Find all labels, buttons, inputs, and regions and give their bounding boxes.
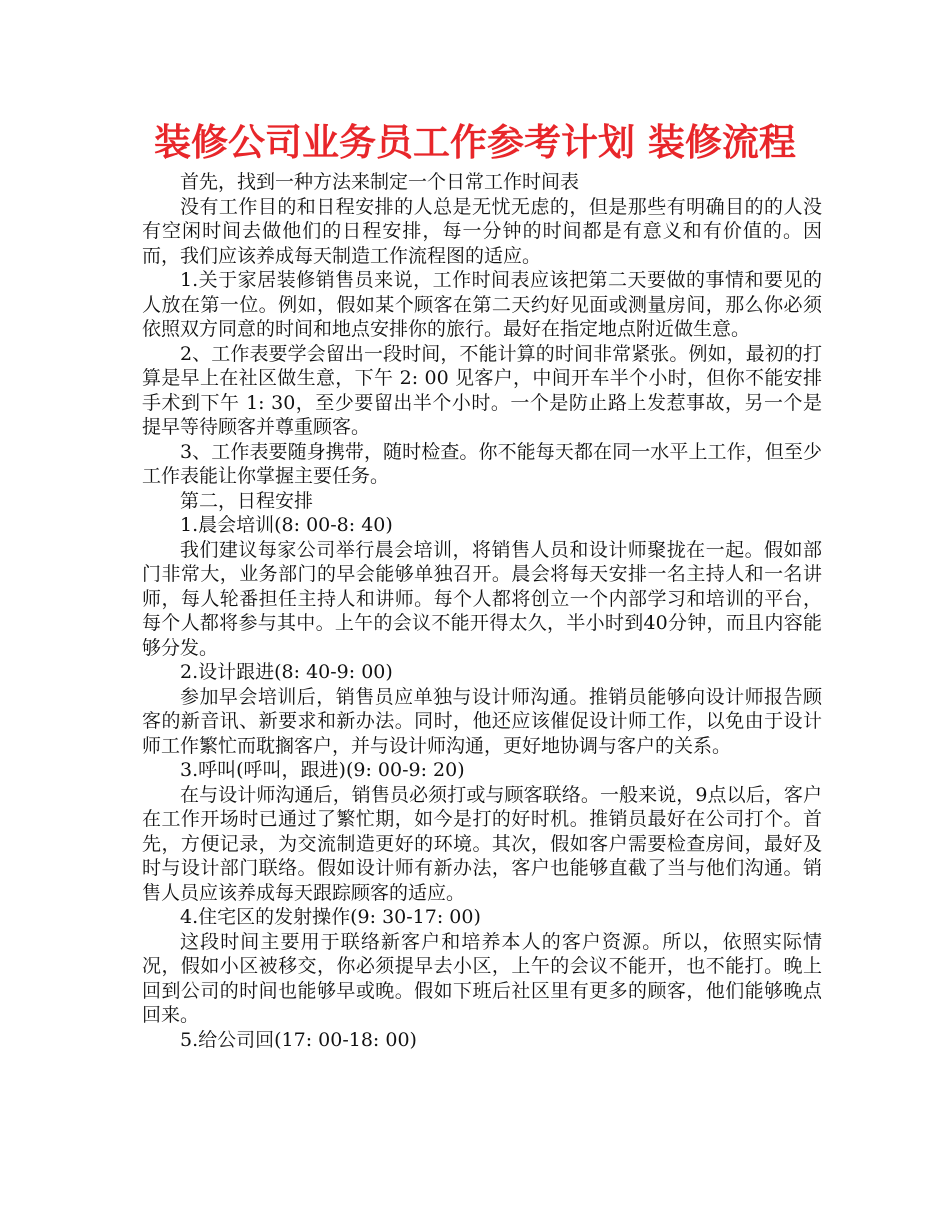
paragraph: 参加早会培训后，销售员应单独与设计师沟通。推销员能够向设计师报告顾客的新音讯、新要求和新办法。同时，他还应该催促设计师工作，以免由于设计师工作繁忙而耽搁客户，并与设计师沟通，更好地协调与客户的关系。 [142,685,822,757]
schedule-item-heading: 3.呼叫(呼叫，跟进)(9: 00-9: 20) [180,759,465,781]
paragraph: 没有工作目的和日程安排的人总是无忧无虑的，但是那些有明确目的的人没有空闲时间去做他们的日程安排，每一分钟的时间都是有意义和有价值的。因而，我们应该养成每天制造工作流程图的适应。 [142,195,822,267]
section-heading: 第二，日程安排 [180,489,314,512]
paragraph: 这段时间主要用于联络新客户和培养本人的客户资源。所以，依照实际情况，假如小区被移交，你必须提早去小区，上午的会议不能开，也不能打。晚上回到公司的时间也能够早或晚。假如下班后社区里有更多的顾客，他们能够晚点回来。 [142,930,822,1026]
paragraph: 2、工作表要学会留出一段时间，不能计算的时间非常紧张。例如，最初的打算是早上在社区做生意，下午 2: 00 见客户，中间开车半个小时，但你不能安排手术到下午 1: 30，至少要留出半个小时。一个是防止路上发惹事故，另一个是提早等待顾客并尊重顾客。 [142,342,822,438]
paragraph: 3、工作表要随身携带，随时检查。你不能每天都在同一水平上工作，但至少工作表能让你掌握主要任务。 [142,440,822,487]
paragraph: 首先，找到一种方法来制定一个日常工作时间表 [180,171,580,193]
document-title: 装修公司业务员工作参考计划 装修流程 [154,121,796,164]
paragraph: 我们建议每家公司举行晨会培训，将销售人员和设计师聚拢在一起。假如部门非常大，业务部门的早会能够单独召开。晨会将每天安排一名主持人和一名讲师，每人轮番担任主持人和讲师。每个人都将创立一个内部学习和培训的平台，每个人都将参与其中。上午的会议不能开得太久，半小时到40分钟，而且内容能够分发。 [142,538,822,659]
schedule-item-heading: 4.住宅区的发射操作(9: 30-17: 00) [180,906,481,928]
document-body [142,170,822,1052]
paragraph: 1.关于家居装修销售员来说，工作时间表应该把第二天要做的事情和要见的人放在第一位。例如，假如某个顾客在第二天约好见面或测量房间，那么你必须依照双方同意的时间和地点安排你的旅行。最好在指定地点附近做生意。 [142,269,822,340]
paragraph: 在与设计师沟通后，销售员必须打或与顾客联络。一般来说，9点以后，客户在工作开场时已通过了繁忙期，如今是打的好时机。推销员最好在公司打个。首先，方便记录，为交流制造更好的环境。其次，假如客户需要检查房间，最好及时与设计部门联络。假如设计师有新办法，客户也能够直截了当与他们沟通。销售人员应该养成每天跟踪顾客的适应。 [142,783,822,904]
schedule-item-heading: 1.晨会培训(8: 00-8: 40) [180,514,393,536]
schedule-item-heading: 2.设计跟进(8: 40-9: 00) [180,661,393,683]
schedule-item-heading: 5.给公司回(17: 00-18: 00) [180,1028,417,1051]
